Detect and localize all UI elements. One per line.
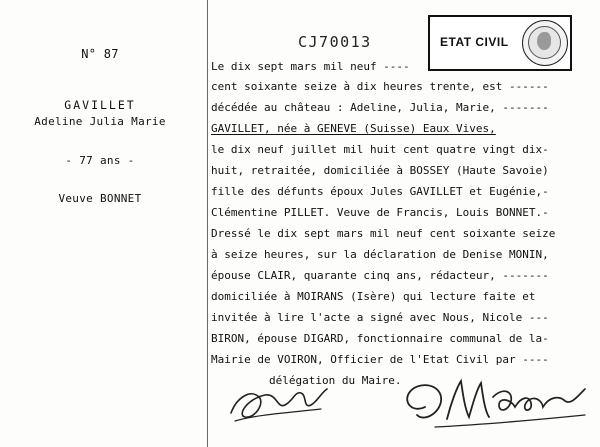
signature-digard <box>395 367 595 437</box>
act-line: à seize heures, sur la déclaration de Denise MONIN, <box>211 248 549 261</box>
column-divider <box>207 0 208 447</box>
deceased-surname: GAVILLET <box>64 98 136 112</box>
reference-number: CJ70013 <box>298 33 372 51</box>
act-line: Mairie de VOIRON, Officier de l'Etat Civil par ---- <box>211 353 549 366</box>
act-line: domiciliée à MOIRANS (Isère) qui lecture faite et <box>211 290 536 303</box>
act-line: Clémentine PILLET. Veuve de Francis, Louis BONNET.- <box>211 206 549 219</box>
act-line: Le dix sept mars mil neuf ---- <box>211 60 410 73</box>
act-line: GAVILLET, née à GENEVE (Suisse) Eaux Vives, <box>211 122 496 135</box>
act-line: Dressé le dix sept mars mil neuf cent soixante seize <box>211 227 556 240</box>
deceased-age: - 77 ans - <box>65 154 135 167</box>
act-line: invitée à lire l'acte a signé avec Nous, Nicole --- <box>211 311 549 324</box>
deceased-given-names: Adeline Julia Marie <box>34 115 166 128</box>
act-line: décédée au château : Adeline, Julia, Marie, ------- <box>211 101 549 114</box>
act-line: BIRON, épouse DIGARD, fonctionnaire communal de la- <box>211 332 549 345</box>
record-number: N° 87 <box>81 47 119 61</box>
act-line: épouse CLAIR, quarante cinq ans, rédacteur, ------- <box>211 269 549 282</box>
act-line: délégation du Maire. <box>269 374 402 387</box>
act-line: cent soixante seize à dix heures trente, est ------ <box>211 80 549 93</box>
record-summary <box>0 0 200 447</box>
act-line: fille des défunts époux Jules GAVILLET et Eugénie,- <box>211 185 549 198</box>
signature-clair <box>225 375 335 430</box>
marital-status: Veuve BONNET <box>58 192 142 205</box>
stamp-label: ETAT CIVIL <box>440 35 509 49</box>
act-line: le dix neuf juillet mil huit cent quatre vingt dix- <box>211 143 549 156</box>
act-line: huit, retraitée, domiciliée à BOSSEY (Haute Savoie) <box>211 164 549 177</box>
